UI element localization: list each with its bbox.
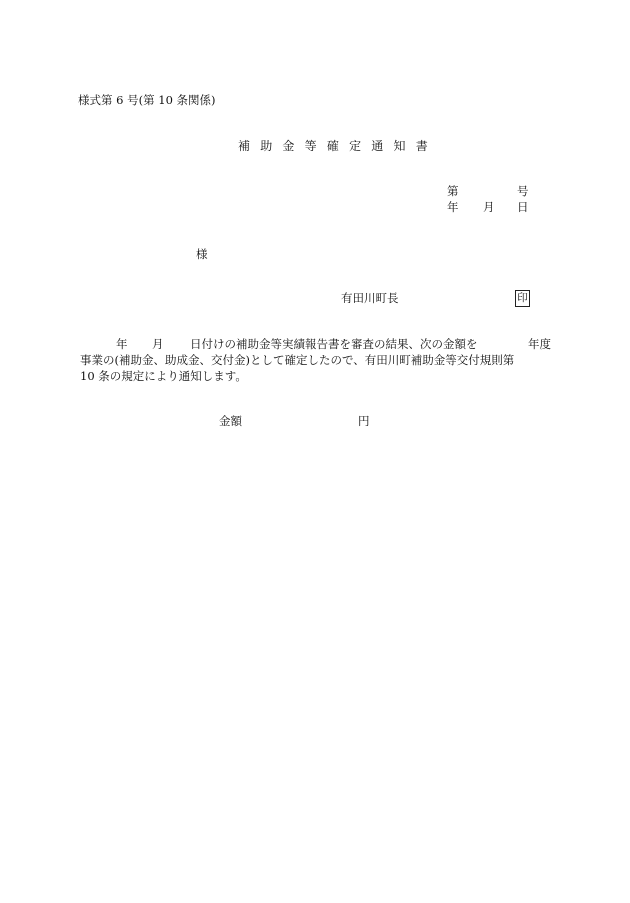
body-fiscal-year-label: 年度 [528,337,551,351]
doc-number-prefix: 第 [447,184,459,198]
date-day-label: 日 [517,200,529,214]
body-line-3: 10 条の規定により通知します。 [80,369,247,383]
amount-label: 金額 [219,414,242,428]
date-month-label: 月 [483,200,495,214]
seal-mark: 印 [515,290,530,307]
form-number: 様式第 6 号(第 10 条関係) [78,93,216,107]
date-year-label: 年 [447,200,459,214]
document-title: 補 助 金 等 確 定 通 知 書 [238,139,431,153]
body-year-label: 年 [116,337,128,351]
amount-unit: 円 [358,414,370,428]
sender-name: 有田川町長 [341,291,399,305]
doc-number-suffix: 号 [517,184,529,198]
recipient-honorific: 様 [196,247,208,261]
body-line-1-text: 日付けの補助金等実績報告書を審査の結果、次の金額を [190,337,478,351]
body-line-2: 事業の(補助金、助成金、交付金)として確定したので、有田川町補助金等交付規則第 [80,353,515,367]
body-month-label: 月 [152,337,164,351]
